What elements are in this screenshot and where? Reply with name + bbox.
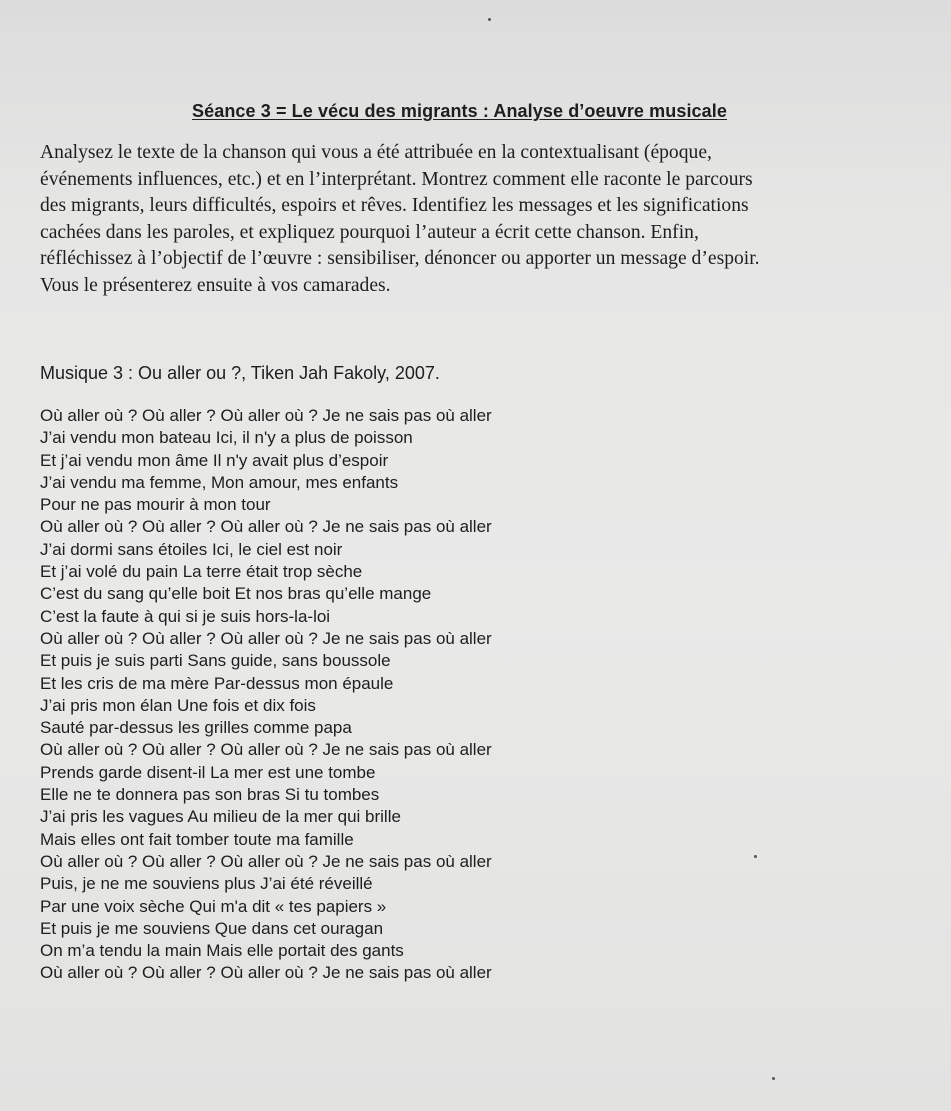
lyric-line: Elle ne te donnera pas son bras Si tu tombes xyxy=(40,785,380,805)
song-reference: Musique 3 : Ou aller ou ?, Tiken Jah Fakoly, 2007. xyxy=(40,363,440,383)
lyric-line: Où aller où ? Où aller ? Où aller où ? Je ne sais pas où aller xyxy=(40,517,492,537)
instructions-line: réfléchissez à l’objectif de l’œuvre : sensibiliser, dénoncer ou apporter un message d’espoir. xyxy=(40,248,760,270)
lyric-line: Par une voix sèche Qui m'a dit « tes papiers » xyxy=(40,896,387,916)
lyric-line: Sauté par-dessus les grilles comme papa xyxy=(40,718,352,738)
lyric-line: J’ai dormi sans étoiles Ici, le ciel est noir xyxy=(40,539,343,559)
lyric-line: C’est la faute à qui si je suis hors-la-loi xyxy=(40,606,331,626)
lyric-line: J’ai pris les vagues Au milieu de la mer qui brille xyxy=(40,807,401,827)
lyric-line: Et j’ai vendu mon âme Il n'y avait plus d’espoir xyxy=(40,450,389,470)
lyric-line: Et j’ai volé du pain La terre était trop sèche xyxy=(40,562,363,582)
page-title: Séance 3 = Le vécu des migrants : Analyse d’oeuvre musicale xyxy=(192,101,727,121)
lyric-line: Et les cris de ma mère Par-dessus mon épaule xyxy=(40,673,394,693)
lyric-line: Où aller où ? Où aller ? Où aller où ? Je ne sais pas où aller xyxy=(40,963,492,983)
lyric-line: J’ai pris mon élan Une fois et dix fois xyxy=(40,695,316,715)
instructions-line: Vous le présenterez ensuite à vos camarades. xyxy=(40,274,391,296)
lyric-line: Où aller où ? Où aller ? Où aller où ? Je ne sais pas où aller xyxy=(40,406,492,425)
instructions-line: cachées dans les paroles, et expliquez pourquoi l’auteur a écrit cette chanson. Enfin, xyxy=(40,221,699,243)
lyric-line: C’est du sang qu’elle boit Et nos bras qu’elle mange xyxy=(40,584,432,604)
paper-speck xyxy=(754,855,757,858)
lyric-line: Et puis je me souviens Que dans cet ouragan xyxy=(40,918,384,938)
lyric-line: On m’a tendu la main Mais elle portait des gants xyxy=(40,941,404,961)
lyric-line: Pour ne pas mourir à mon tour xyxy=(40,495,271,515)
instructions-line: des migrants, leurs difficultés, espoirs et rêves. Identifiez les messages et les significations xyxy=(40,195,749,217)
paper-speck xyxy=(772,1077,775,1080)
lyric-line: Puis, je ne me souviens plus J’ai été réveillé xyxy=(40,874,373,894)
lyric-line: J’ai vendu mon bateau Ici, il n'y a plus de poisson xyxy=(40,428,413,448)
paper-speck xyxy=(488,18,491,21)
lyric-line: Où aller où ? Où aller ? Où aller où ? Je ne sais pas où aller xyxy=(40,628,492,648)
instructions-paragraph xyxy=(40,140,945,300)
lyric-line: J’ai vendu ma femme, Mon amour, mes enfants xyxy=(40,472,399,492)
lyric-line: Et puis je suis parti Sans guide, sans boussole xyxy=(40,651,391,671)
lyric-line: Où aller où ? Où aller ? Où aller où ? Je ne sais pas où aller xyxy=(40,851,492,871)
lyric-line: Prends garde disent-il La mer est une tombe xyxy=(40,762,376,782)
lyric-line: Mais elles ont fait tomber toute ma famille xyxy=(40,829,354,849)
instructions-line: événements influences, etc.) et en l’interprétant. Montrez comment elle raconte le parcours xyxy=(40,168,753,190)
instructions-line: Analysez le texte de la chanson qui vous a été attribuée en la contextualisant (époque, xyxy=(40,142,712,163)
song-lyrics xyxy=(40,405,920,985)
lyric-line: Où aller où ? Où aller ? Où aller où ? Je ne sais pas où aller xyxy=(40,740,492,760)
